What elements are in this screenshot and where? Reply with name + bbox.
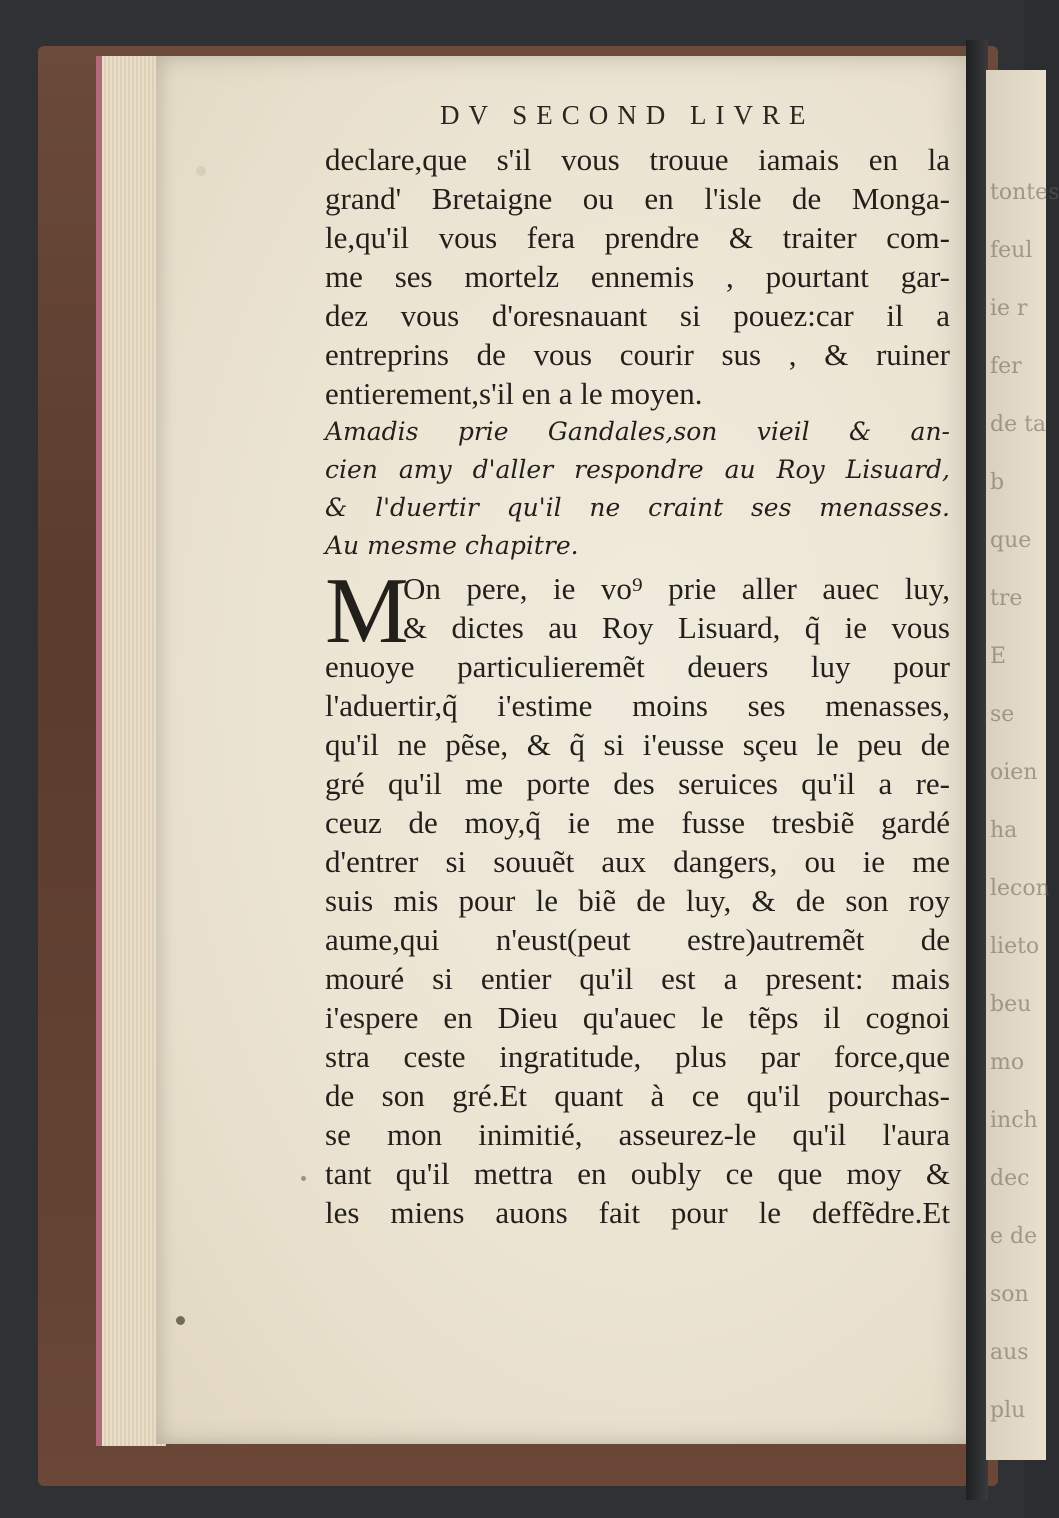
facing-page-text-fragment: E: [990, 644, 1007, 669]
chapter-rubric: [325, 413, 950, 527]
text-line: grand' Bretaigne ou en l'isle de Monga-: [325, 181, 950, 216]
text-line: les miens auons fait pour le deffẽdre.Et: [325, 1195, 950, 1230]
facing-page-text-fragment: plu: [990, 1398, 1026, 1423]
text-line: d'entrer si souuẽt aux dangers, ou ie me: [325, 844, 950, 879]
text-line: declare,que s'il vous trouue iamais en la: [325, 142, 950, 177]
facing-page-text-fragment: tontes: [990, 180, 1059, 205]
paragraph-lines: [325, 647, 950, 1232]
facing-page-text-fragment: e de: [990, 1224, 1038, 1249]
text-line: entreprins de vous courir sus , & ruiner: [325, 337, 950, 372]
facing-page-text-fragment: son: [990, 1282, 1029, 1307]
facing-page-text-fragment: fer: [990, 354, 1022, 379]
text-block: [325, 140, 950, 1232]
ink-speck: [301, 1176, 306, 1181]
facing-page-text-fragment: dec: [990, 1166, 1030, 1191]
text-line: ceuz de moy,q̃ ie me fusse tresbiẽ gardé: [325, 805, 950, 840]
text-line: qu'il ne pẽse, & q̃ si i'eusse sçeu le peu de: [325, 727, 950, 762]
text-line: de son gré.Et quant à ce qu'il pourchas-: [325, 1078, 950, 1113]
facing-page-text-fragment: beu: [990, 992, 1032, 1017]
body-lines-top: [325, 140, 950, 413]
facing-page-text-fragment: ha: [990, 818, 1018, 843]
text-line: tant qu'il mettra en oubly ce que moy &: [325, 1156, 950, 1191]
facing-page-text-fragment: inch: [990, 1108, 1038, 1133]
text-line: On pere, ie vo⁹ prie aller auec luy,: [403, 571, 950, 606]
rubric-line: & l'duertir qu'il ne craint ses menasses.: [325, 493, 950, 522]
text-line: enuoye particulieremẽt deuers luy pour: [325, 649, 950, 684]
facing-page-text-fragment: de ta: [990, 412, 1047, 437]
facing-page-text-fragment: se: [990, 702, 1015, 727]
text-line: gré qu'il me porte des seruices qu'il a re-: [325, 766, 950, 801]
facing-page-text-fragment: oien: [990, 760, 1038, 785]
book-gutter: [966, 40, 988, 1500]
facing-page-text-fragment: que: [990, 528, 1032, 553]
facing-page-text-fragment: ie r: [990, 296, 1028, 321]
text-line: suis mis pour le biẽ de luy, & de son roy: [325, 883, 950, 918]
text-line: stra ceste ingratitude, plus par force,que: [325, 1039, 950, 1074]
running-head: DV SECOND LIVRE: [440, 100, 815, 130]
text-line: se mon inimitié, asseurez-le qu'il l'aura: [325, 1117, 950, 1152]
facing-page-text-fragment: lecon: [990, 876, 1050, 901]
ink-speck: [176, 1316, 185, 1325]
text-line: entierement,s'il en a le moyen.: [325, 376, 703, 411]
text-line: i'espere en Dieu qu'auec le tẽps il cognoi: [325, 1000, 950, 1035]
facing-page-edge: [986, 70, 1059, 1460]
text-line: aume,qui n'eust(peut estre)autremẽt de: [325, 922, 950, 957]
paragraph: [325, 559, 950, 1232]
text-line: me ses mortelz ennemis , pourtant gar-: [325, 259, 950, 294]
facing-page-text-fragment: lieto: [990, 934, 1040, 959]
facing-page-text-fragment: mo: [990, 1050, 1025, 1075]
text-line: mouré si entier qu'il est a present: mais: [325, 961, 950, 996]
text-line: le,qu'il vous fera prendre & traiter com-: [325, 220, 950, 255]
paragraph-indented-lines: [325, 569, 950, 647]
rubric-line: cien amy d'aller respondre au Roy Lisuard,: [325, 455, 950, 484]
rubric-line: Amadis prie Gandales,son vieil & an-: [325, 417, 950, 446]
text-line: dez vous d'oresnauant si pouez:car il a: [325, 298, 950, 333]
facing-page-text-fragment: b: [990, 470, 1005, 495]
drop-cap: M: [325, 559, 409, 663]
facing-page-text-fragment: feul: [990, 238, 1033, 263]
chapter-note: Au mesme chapitre.: [325, 531, 579, 560]
text-line: & dictes au Roy Lisuard, q̃ ie vous: [403, 610, 950, 645]
facing-page-text-fragment: aus: [990, 1340, 1029, 1365]
ink-speck: [196, 166, 206, 176]
text-line: l'aduertir,q̃ i'estime moins ses menasses,: [325, 688, 950, 723]
facing-page-text-fragment: tre: [990, 586, 1023, 611]
